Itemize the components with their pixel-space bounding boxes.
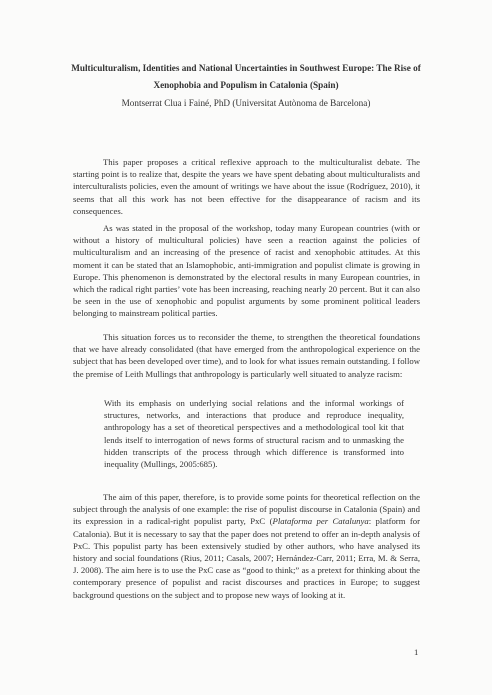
author-line: Montserrat Clua i Fainé, PhD (Universitat Autònoma de Barcelona) [121,98,371,108]
paragraph-1: This paper proposes a critical reflexive approach to the multiculturalist debate. The starting point is to realize that, despite the years we have spent debating about multiculturalists and interculturalists policies, even the amount of writings we have about the issue (Rodríguez, 2010), it seems that all this work has not been effective for the disappearance of racism and its consequences. [73,157,420,216]
paragraph-4-italic: Plataforma per Catalunya [272,516,369,527]
paragraph-4 [73,491,420,601]
paragraph-4-text-b: : platform for Catalonia). But it is necessary to say that the paper does not pretend to offer an in-depth analysis of PxC. This populist party has been extensively studied by other authors, who have analysed its history and social foundations (Rius, 2011; Casals, 2007; Hernández-Carr, 2011; Erra, M. & Serra, J. 2008). The aim here is to use the PxC case as “good to think;” as a pretext for thinking about the contemporary presence of populist and racist discourses and practices in Europe; to suggest background questions on the subject and to propose new ways of looking at it. [73,516,420,600]
paragraph-3: This situation forces us to reconsider the theme, to strengthen the theoretical foundations that we have already consolidated (that have emerged from the anthropological experience on the subject that has been developed over time), and to look for what issues remain outstanding. I follow the premise of Leith Mullings that anthropology is particularly well situated to analyze racism: [73,332,420,379]
paragraph-4-text-a: The aim of this paper, therefore, is to provide some points for theoretical reflection on the subject through the analysis of one example: the rise of populist discourse in Catalonia (Spain) and its expression in a radical-right populist party, PxC ( [73,492,420,527]
paper-title: Multiculturalism, Identities and National Uncertainties in Southwest Europe: The Rise of Xenophobia and Populism in Catalonia (Spain) [71,63,421,90]
paragraph-2: As was stated in the proposal of the workshop, today many European countries (with or without a history of multicultural policies) have seen a reaction against the policies of multiculturalism and an increasing of the presence of racist and xenophobic attitudes. At this moment it can be stated that an Islamophobic, anti-immigration and populist climate is growing in Europe. This phenomenon is demonstrated by the electoral results in many European countries, in which the radical right parties’ vote has been increasing, reaching nearly 20 percent. But it can also be seen in the use of xenophobic and populist arguments by some prominent political leaders belonging to mainstream political parties. [73,223,420,319]
page-number: 1 [414,647,419,657]
block-quote: With its emphasis on underlying social relations and the informal workings of structures, networks, and interactions that produce and reproduce inequality, anthropology has a set of theoretical perspectives and a methodological tool kit that lends itself to interrogation of news forms of structural racism and to unmasking the hidden transcripts of the process through which difference is transformed into inequality (Mullings, 2005:685). [104,398,404,470]
